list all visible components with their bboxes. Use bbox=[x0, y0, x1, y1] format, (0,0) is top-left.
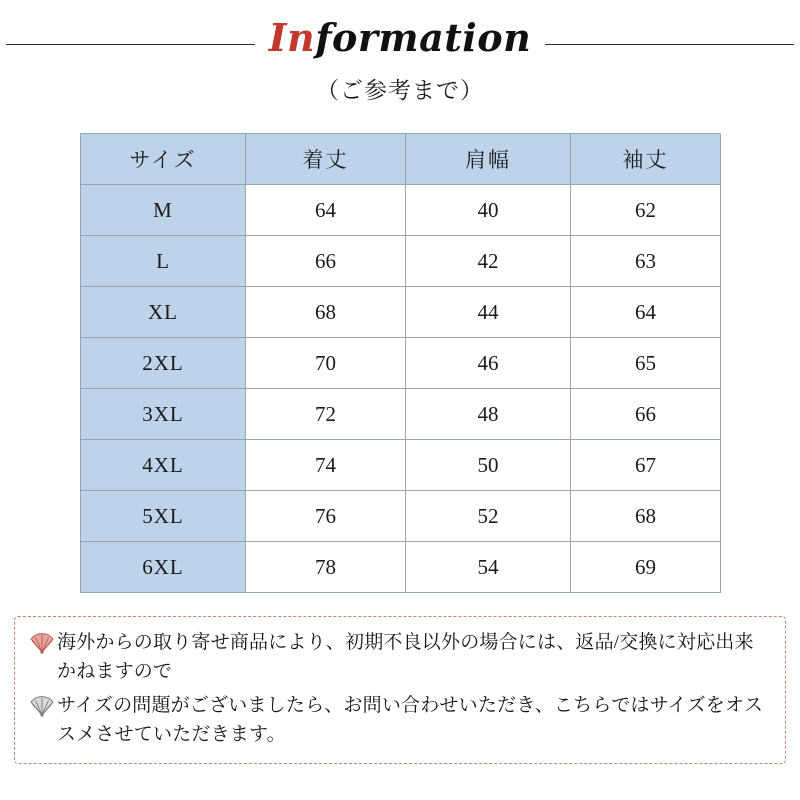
cell-sleeve: 67 bbox=[571, 440, 721, 491]
size-table bbox=[80, 133, 721, 593]
table-row bbox=[81, 491, 721, 542]
cell-sleeve: 66 bbox=[571, 389, 721, 440]
table-row bbox=[81, 542, 721, 593]
table-header-row bbox=[81, 134, 721, 185]
cell-size: L bbox=[81, 236, 246, 287]
cell-shoulder: 40 bbox=[406, 185, 571, 236]
cell-size: 2XL bbox=[81, 338, 246, 389]
cell-sleeve: 62 bbox=[571, 185, 721, 236]
size-table-container bbox=[80, 133, 720, 593]
cell-shoulder: 54 bbox=[406, 542, 571, 593]
table-row bbox=[81, 236, 721, 287]
page-title-rest: formation bbox=[315, 15, 532, 60]
cell-shoulder: 42 bbox=[406, 236, 571, 287]
cell-length: 70 bbox=[246, 338, 406, 389]
header-rule-right bbox=[532, 44, 794, 45]
cell-sleeve: 64 bbox=[571, 287, 721, 338]
cell-shoulder: 52 bbox=[406, 491, 571, 542]
column-header-shoulder: 肩幅 bbox=[406, 134, 571, 185]
cell-size: 4XL bbox=[81, 440, 246, 491]
table-row bbox=[81, 440, 721, 491]
cell-shoulder: 46 bbox=[406, 338, 571, 389]
cell-size: M bbox=[81, 185, 246, 236]
cell-sleeve: 68 bbox=[571, 491, 721, 542]
cell-length: 72 bbox=[246, 389, 406, 440]
note-item bbox=[29, 692, 771, 749]
cell-shoulder: 44 bbox=[406, 287, 571, 338]
header-rule-left bbox=[6, 44, 268, 45]
column-header-length: 着丈 bbox=[246, 134, 406, 185]
page-subtitle: （ご参考まで） bbox=[316, 78, 484, 103]
note-item bbox=[29, 629, 771, 686]
column-header-size: サイズ bbox=[81, 134, 246, 185]
size-table-body bbox=[81, 185, 721, 593]
cell-length: 74 bbox=[246, 440, 406, 491]
page-title bbox=[255, 15, 545, 60]
cell-length: 78 bbox=[246, 542, 406, 593]
page-title-accent: In bbox=[268, 15, 316, 60]
note-text: サイズの問題がございましたら、お問い合わせいただき、こちらではサイズをオススメさせていただきます。 bbox=[57, 695, 764, 745]
cell-shoulder: 50 bbox=[406, 440, 571, 491]
table-row bbox=[81, 338, 721, 389]
folding-fan-icon bbox=[29, 694, 55, 718]
cell-length: 68 bbox=[246, 287, 406, 338]
table-row bbox=[81, 389, 721, 440]
note-text: 海外からの取り寄せ商品により、初期不良以外の場合には、返品/交換に対応出来かねますので bbox=[57, 632, 754, 682]
cell-size: 6XL bbox=[81, 542, 246, 593]
cell-size: XL bbox=[81, 287, 246, 338]
table-row bbox=[81, 287, 721, 338]
table-row bbox=[81, 185, 721, 236]
cell-size: 5XL bbox=[81, 491, 246, 542]
notes-box bbox=[14, 616, 786, 764]
cell-sleeve: 63 bbox=[571, 236, 721, 287]
cell-length: 66 bbox=[246, 236, 406, 287]
cell-shoulder: 48 bbox=[406, 389, 571, 440]
folding-fan-icon bbox=[29, 631, 55, 655]
cell-size: 3XL bbox=[81, 389, 246, 440]
size-table-head bbox=[81, 134, 721, 185]
page-header bbox=[0, 0, 800, 76]
cell-length: 64 bbox=[246, 185, 406, 236]
column-header-sleeve: 袖丈 bbox=[571, 134, 721, 185]
cell-sleeve: 69 bbox=[571, 542, 721, 593]
cell-sleeve: 65 bbox=[571, 338, 721, 389]
cell-length: 76 bbox=[246, 491, 406, 542]
